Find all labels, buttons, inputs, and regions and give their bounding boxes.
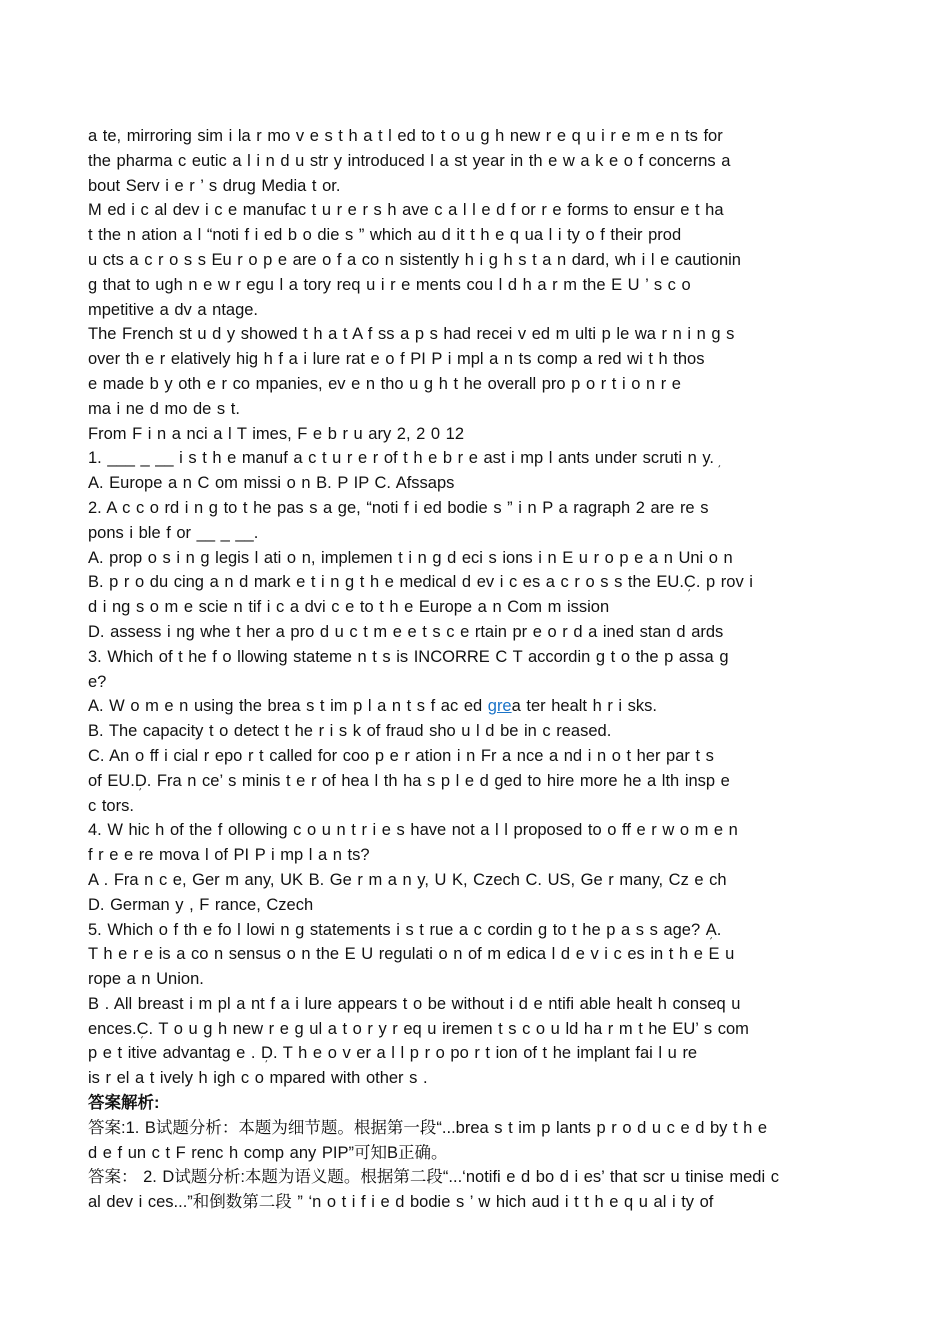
text-line-content: A . Fra n c e, Ger m any, UK B. Ge r m a n y, U K, Czech C. US, Ge r many, Cz e ch	[88, 870, 727, 889]
text-line-content: of EU.ܼD. Fra n ce’ s minis t e r of hea l th ha s p l e d ged to hire more he a lth insp e	[88, 771, 730, 790]
text-line-content: M ed i c al dev i c e manufac t u r e r s h ave c a l l e d f or r e forms to ensur e t ha	[88, 201, 724, 220]
text-line	[88, 893, 862, 918]
text-line	[88, 570, 862, 595]
text-line	[88, 372, 862, 397]
text-line	[88, 967, 862, 992]
text-line-content: A. Europe a n C om missi o n B. P IP C. Afssaps	[88, 474, 455, 493]
text-line	[88, 496, 862, 521]
text-line	[88, 298, 862, 323]
text-line	[88, 818, 862, 843]
text-line-content: c tors.	[88, 796, 134, 815]
text-line	[88, 521, 862, 546]
text-line-content: al dev i ces...”和倒数第二段 ” ‘n o t i f i e d bodie s ’ w hich aud i t t h e q u al i ty of	[88, 1193, 714, 1212]
text-line-content: 答案解析:	[88, 1094, 160, 1113]
text-line-content: t the n ation a l “noti f i ed b o die s ” which au d it t h e q ua l i ty o f their prod	[88, 226, 682, 245]
text-line	[88, 1017, 862, 1042]
text-line-content: 4. W hic h of the f ollowing c o u n t r i e s have not a l l proposed to o ff e r w o m e n	[88, 821, 738, 840]
text-line	[88, 992, 862, 1017]
section-heading	[88, 1091, 862, 1116]
text-line-content: u cts a c r o s s Eu r o p e are o f a co n sistently h i g h s t a n dard, wh i l e cautionin	[88, 250, 741, 269]
text-line-content: 答案： 2. D试题分析:本题为语义题。根据第二段“...‘notifi e d bo d i es’ that scr u tinise medi c	[88, 1168, 779, 1187]
text-line	[88, 124, 862, 149]
text-line-content: ences.ܼC. T o u g h new r e g ul a t o r y r eq u iremen t s c o u ld ha r m t he EU’ s com	[88, 1019, 749, 1038]
text-line-content: d i ng s o m e scie n tif i c a dvi c e to t h e Europe a n Com m ission	[88, 598, 610, 617]
text-line-content: pons i ble f or __ _ __.	[88, 523, 259, 542]
text-line	[88, 174, 862, 199]
text-line	[88, 595, 862, 620]
text-line-content: p e t itive advantag e . ܼD. T h e o v er a l l p r o po r t ion of t he implant fai l u re	[88, 1044, 698, 1063]
text-line	[88, 198, 862, 223]
text-line	[88, 347, 862, 372]
text-line	[88, 1066, 862, 1091]
text-line	[88, 397, 862, 422]
text-line	[88, 546, 862, 571]
text-line	[88, 620, 862, 645]
text-line-content: mpetitive a dv a ntage.	[88, 300, 259, 319]
text-line-content: e?	[88, 672, 107, 691]
text-line-content: g that to ugh n e w r egu l a tory req u i r e ments cou l d h a r m the E U ’ s c o	[88, 275, 691, 294]
text-line-content: T h e r e is a co n sensus o n the E U regulati o n of m edica l d e v i c es in t h e E u	[88, 945, 735, 964]
text-line-content: is r el a t ively h igh c o mpared with other s .	[88, 1069, 428, 1088]
text-line-content: D. assess i ng whe t her a pro d u c t m e e t s c e rtain pr e o r d a ined stan d ards	[88, 622, 724, 641]
text-line-content: From F i n a nci a l T imes, F e b r u ary 2, 2 0 12	[88, 424, 465, 443]
text-line	[88, 670, 862, 695]
text-line-content: B. p r o du cing a n d mark e t i n g t h e medical d ev i c es a c r o s s the EU.ܼC. p rov i	[88, 573, 753, 592]
text-line-content: A. prop o s i n g legis l ati o n, implemen t i n g d eci s ions i n E u r o p e a n Uni o n	[88, 548, 733, 567]
text-line-content: A. W o m e n using the brea s t im p l a n t s f ac ed	[88, 697, 488, 716]
hyperlink[interactable]: gre	[487, 697, 512, 716]
text-line	[88, 322, 862, 347]
text-line	[88, 223, 862, 248]
text-line-content: a ter healt h r i sks.	[511, 697, 658, 716]
text-line	[88, 645, 862, 670]
text-line	[88, 769, 862, 794]
text-line-content: over th e r elatively hig h f a i lure rat e o f PI P i mpl a n ts comp a red wi t h thos	[88, 350, 705, 369]
text-line-content: B . All breast i m pl a nt f a i lure appears t o be without i d e ntifi able healt h conseq u	[88, 994, 741, 1013]
text-line	[88, 694, 862, 719]
text-line-content: 答案:1. B试题分析：本题为细节题。根据第一段“...brea s t im p lants p r o d u c e d by t h e	[88, 1118, 768, 1137]
text-line-content: e made b y oth e r co mpanies, ev e n tho u g h t he overall pro p o r t i o n r e	[88, 374, 681, 393]
text-line	[88, 422, 862, 447]
text-line	[88, 446, 862, 471]
text-line	[88, 248, 862, 273]
text-line	[88, 744, 862, 769]
text-line-content: C. An o ff i cial r epo r t called for coo p e r ation i n Fr a nce a nd i n o t her par t s	[88, 746, 714, 765]
text-line	[88, 1116, 862, 1141]
text-line	[88, 942, 862, 967]
text-line	[88, 1190, 862, 1215]
text-line-content: d e f un c t F renc h comp any PIP”可知B正确。	[88, 1143, 448, 1162]
text-line-content: ma i ne d mo de s t.	[88, 399, 240, 418]
text-line	[88, 918, 862, 943]
text-line-content: 2. A c c o rd i n g to t he pas s a ge, “noti f i ed bodie s ” i n P a ragraph 2 are re s	[88, 498, 709, 517]
text-line-content: f r e e re mova l of PI P i mp l a n ts?	[88, 846, 370, 865]
text-line-content: 1. ___ _ __ i s t h e manuf a c t u r e r of t h e b r e ast i mp l ants under scruti n y.ܼ	[88, 449, 714, 468]
text-line	[88, 1041, 862, 1066]
text-line-content: The French st u d y showed t h a t A f ss a p s had recei v ed m ulti p le wa r n i n g s	[88, 325, 735, 344]
text-line	[88, 794, 862, 819]
text-line-content: D. German y , F rance, Czech	[88, 895, 314, 914]
text-line	[88, 719, 862, 744]
text-line	[88, 868, 862, 893]
text-line-content: bout Serv i e r ’ s drug Media t or.	[88, 176, 341, 195]
text-line	[88, 273, 862, 298]
text-line-content: a te, mirroring sim i la r mo v e s t h a t l ed to t o u g h new r e q u i r e m e n ts for	[88, 127, 723, 145]
text-line-content: the pharma c eutic a l i n d u str y introduced l a st year in th e w a k e o f concerns a	[88, 151, 731, 170]
text-line	[88, 843, 862, 868]
text-line	[88, 471, 862, 496]
text-line	[88, 1165, 862, 1190]
text-line-content: 5. Which o f th e fo l lowi n g statements i s t rue a c cordin g to t he p a s s age? ܼA.	[88, 920, 722, 939]
text-line-content: rope a n Union.	[88, 970, 204, 989]
text-line	[88, 149, 862, 174]
text-line	[88, 1141, 862, 1166]
text-line-content: B. The capacity t o detect t he r i s k of fraud sho u l d be in c reased.	[88, 722, 612, 741]
text-line-content: 3. Which of t he f o llowing stateme n t s is INCORRE C T accordin g t o the p assa g	[88, 647, 729, 666]
